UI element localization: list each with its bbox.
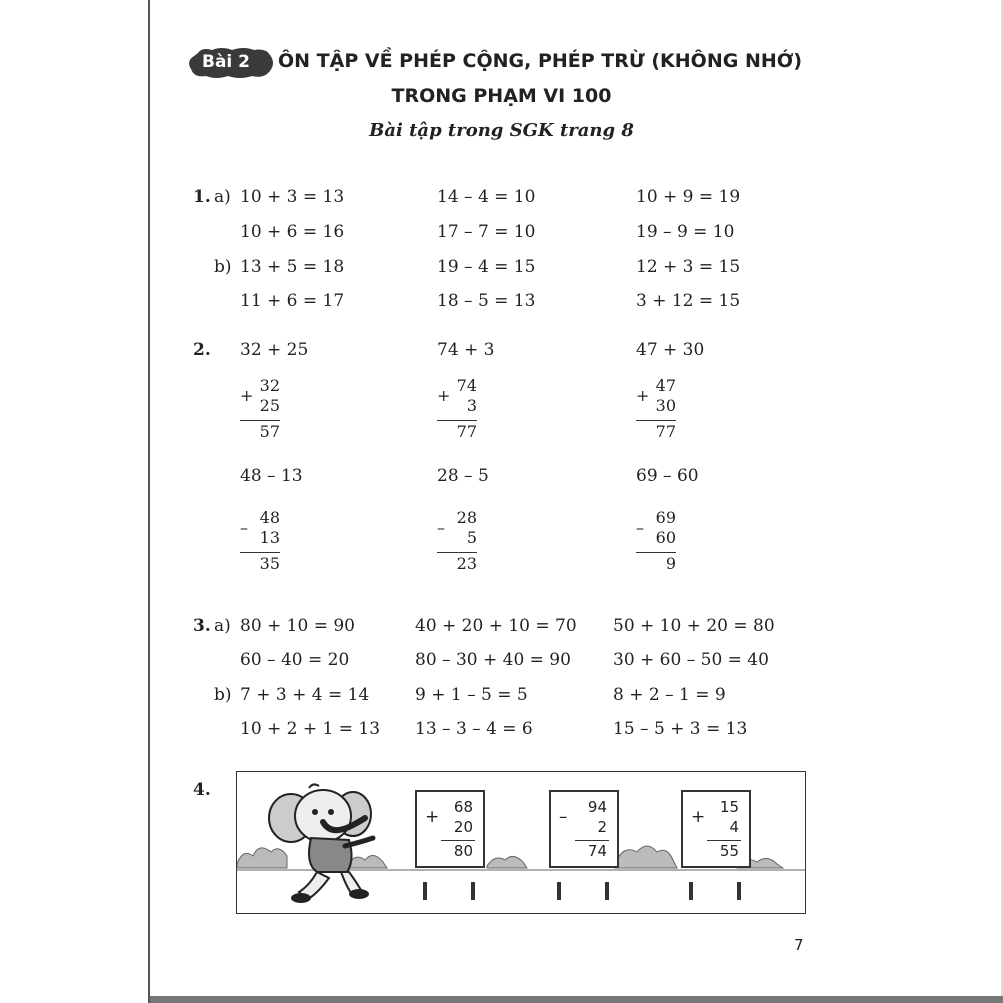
board-leg xyxy=(737,882,741,900)
result-line xyxy=(240,420,280,421)
operand-bottom: 60 xyxy=(655,528,676,547)
ex1-item: 12 + 3 = 15 xyxy=(636,257,741,277)
operator-sign: – xyxy=(636,518,644,537)
operator-sign: – xyxy=(559,807,568,827)
operand-bottom: 2 xyxy=(597,818,607,836)
operand-top: 47 xyxy=(655,376,676,395)
result-line xyxy=(240,552,280,553)
ex1-item: 3 + 12 = 15 xyxy=(636,291,741,311)
page-bottom-edge xyxy=(150,996,1003,1003)
exercise-3-number: 3. xyxy=(193,616,211,636)
operator-sign: + xyxy=(425,807,440,827)
ex3-item: 10 + 2 + 1 = 13 xyxy=(240,719,381,739)
ex3-item: 80 – 30 + 40 = 90 xyxy=(415,650,571,670)
ex1-item: 10 + 9 = 19 xyxy=(636,187,741,207)
ex3-item: 30 + 60 – 50 = 40 xyxy=(613,650,769,670)
ex1-item: 17 – 7 = 10 xyxy=(437,222,536,242)
operand-bottom: 20 xyxy=(453,818,473,836)
math-board xyxy=(549,790,619,868)
exercise-1-part-b: b) xyxy=(214,257,232,277)
exercise-3-part-b: b) xyxy=(214,685,232,705)
exercise-2-number: 2. xyxy=(193,340,211,360)
exercise-4-number: 4. xyxy=(193,780,211,800)
operator-sign: + xyxy=(691,807,706,827)
result: 35 xyxy=(259,554,280,573)
result: 9 xyxy=(665,554,676,573)
lesson-badge xyxy=(188,47,274,79)
ex2-expression: 47 + 30 xyxy=(636,340,705,360)
result: 77 xyxy=(456,422,477,441)
operand-bottom: 13 xyxy=(259,528,280,547)
ex1-item: 10 + 3 = 13 xyxy=(240,187,345,207)
ex1-item: 13 + 5 = 18 xyxy=(240,257,345,277)
ex1-item: 10 + 6 = 16 xyxy=(240,222,345,242)
result-line xyxy=(707,840,741,841)
operand-top: 68 xyxy=(453,798,473,816)
operand-bottom: 4 xyxy=(729,818,739,836)
ex2-expression: 69 – 60 xyxy=(636,466,699,486)
ex3-item: 8 + 2 – 1 = 9 xyxy=(613,685,726,705)
ex2-expression: 28 – 5 xyxy=(437,466,489,486)
ex2-expression: 48 – 13 xyxy=(240,466,303,486)
result: 57 xyxy=(259,422,280,441)
result-line xyxy=(441,840,475,841)
operator-sign: + xyxy=(240,386,254,405)
ex1-item: 19 – 4 = 15 xyxy=(437,257,536,277)
operand-bottom: 3 xyxy=(466,396,477,415)
result-line xyxy=(437,420,477,421)
result: 80 xyxy=(453,842,473,860)
ex3-item: 13 – 3 – 4 = 6 xyxy=(415,719,533,739)
math-board xyxy=(415,790,485,868)
result: 77 xyxy=(655,422,676,441)
elephant-icon xyxy=(261,780,381,910)
result-line xyxy=(636,552,676,553)
exercise-3-part-a: a) xyxy=(214,616,231,636)
ex2-expression: 74 + 3 xyxy=(437,340,495,360)
operand-bottom: 5 xyxy=(466,528,477,547)
exercise-1-number: 1. xyxy=(193,187,211,207)
operand-top: 32 xyxy=(259,376,280,395)
operator-sign: + xyxy=(636,386,650,405)
lesson-title-line2: TRONG PHẠM VI 100 xyxy=(391,85,612,107)
ex3-item: 7 + 3 + 4 = 14 xyxy=(240,685,370,705)
ex1-item: 11 + 6 = 17 xyxy=(240,291,345,311)
board-leg xyxy=(423,882,427,900)
ex1-item: 19 – 9 = 10 xyxy=(636,222,735,242)
ex1-item: 14 – 4 = 10 xyxy=(437,187,536,207)
result: 74 xyxy=(587,842,607,860)
ex2-expression: 32 + 25 xyxy=(240,340,309,360)
ex3-item: 80 + 10 = 90 xyxy=(240,616,355,636)
operand-bottom: 25 xyxy=(259,396,280,415)
operand-bottom: 30 xyxy=(655,396,676,415)
operand-top: 15 xyxy=(719,798,739,816)
board-leg xyxy=(471,882,475,900)
operand-top: 48 xyxy=(259,508,280,527)
page-left-edge xyxy=(148,0,150,1003)
ex3-item: 40 + 20 + 10 = 70 xyxy=(415,616,577,636)
board-leg xyxy=(557,882,561,900)
lesson-badge-label: Bài 2 xyxy=(202,52,251,72)
ex3-item: 9 + 1 – 5 = 5 xyxy=(415,685,528,705)
ex3-item: 50 + 10 + 20 = 80 xyxy=(613,616,775,636)
board-leg xyxy=(689,882,693,900)
page-number: 7 xyxy=(794,936,804,954)
operand-top: 74 xyxy=(456,376,477,395)
exercise-1-part-a: a) xyxy=(214,187,231,207)
exercise-4-illustration xyxy=(236,771,806,914)
operator-sign: – xyxy=(240,518,248,537)
lesson-title-line1: ÔN TẬP VỀ PHÉP CỘNG, PHÉP TRỪ (KHÔNG NHỚ) xyxy=(278,50,803,72)
math-board xyxy=(681,790,751,868)
result-line xyxy=(575,840,609,841)
result: 23 xyxy=(456,554,477,573)
result-line xyxy=(636,420,676,421)
result: 55 xyxy=(719,842,739,860)
operand-top: 69 xyxy=(655,508,676,527)
board-leg xyxy=(605,882,609,900)
ex3-item: 15 – 5 + 3 = 13 xyxy=(613,719,748,739)
operator-sign: + xyxy=(437,386,451,405)
ex1-item: 18 – 5 = 13 xyxy=(437,291,536,311)
lesson-subtitle: Bài tập trong SGK trang 8 xyxy=(369,120,634,141)
operator-sign: – xyxy=(437,518,445,537)
operand-top: 94 xyxy=(587,798,607,816)
ex3-item: 60 – 40 = 20 xyxy=(240,650,350,670)
operand-top: 28 xyxy=(456,508,477,527)
result-line xyxy=(437,552,477,553)
